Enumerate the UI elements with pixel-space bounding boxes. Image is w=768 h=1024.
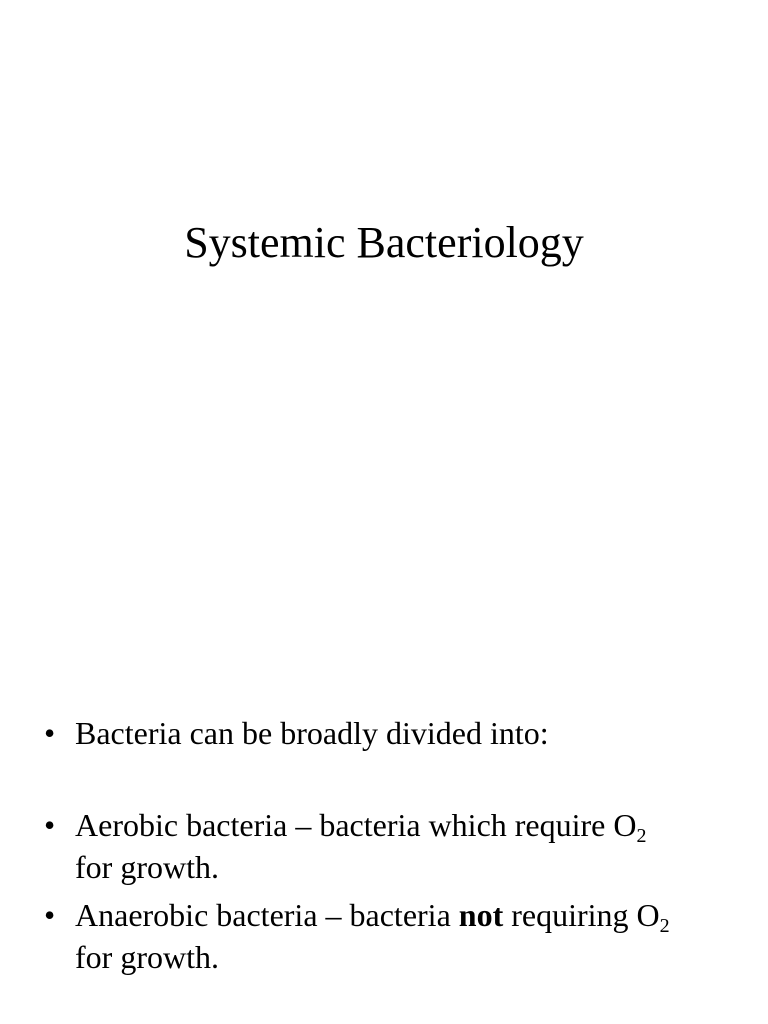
bullet-item-bacteria-division xyxy=(44,712,744,754)
bullet-list xyxy=(44,712,744,978)
bullet-text: Bacteria can be broadly divided into: xyxy=(75,715,549,751)
bullet-text-continuation: for growth. xyxy=(75,939,219,975)
bold-emphasis: not xyxy=(458,897,504,933)
bullet-item-anaerobic xyxy=(44,894,744,978)
bullet-dot-icon: • xyxy=(44,807,56,843)
bullet-dot-icon: • xyxy=(44,715,56,751)
bullet-dot-icon: • xyxy=(44,897,56,933)
oxygen-subscript: 2 xyxy=(659,915,670,937)
bullet-text-continuation: for growth. xyxy=(75,849,219,885)
bullet-text-main: Aerobic bacteria – bacteria which require O xyxy=(75,807,637,843)
bullet-text-middle: requiring O xyxy=(503,897,660,933)
bullet-text-main: Anaerobic bacteria – bacteria xyxy=(75,897,459,933)
slide-title: Systemic Bacteriology xyxy=(184,218,584,267)
oxygen-subscript: 2 xyxy=(636,825,647,847)
bullet-item-aerobic xyxy=(44,804,744,888)
